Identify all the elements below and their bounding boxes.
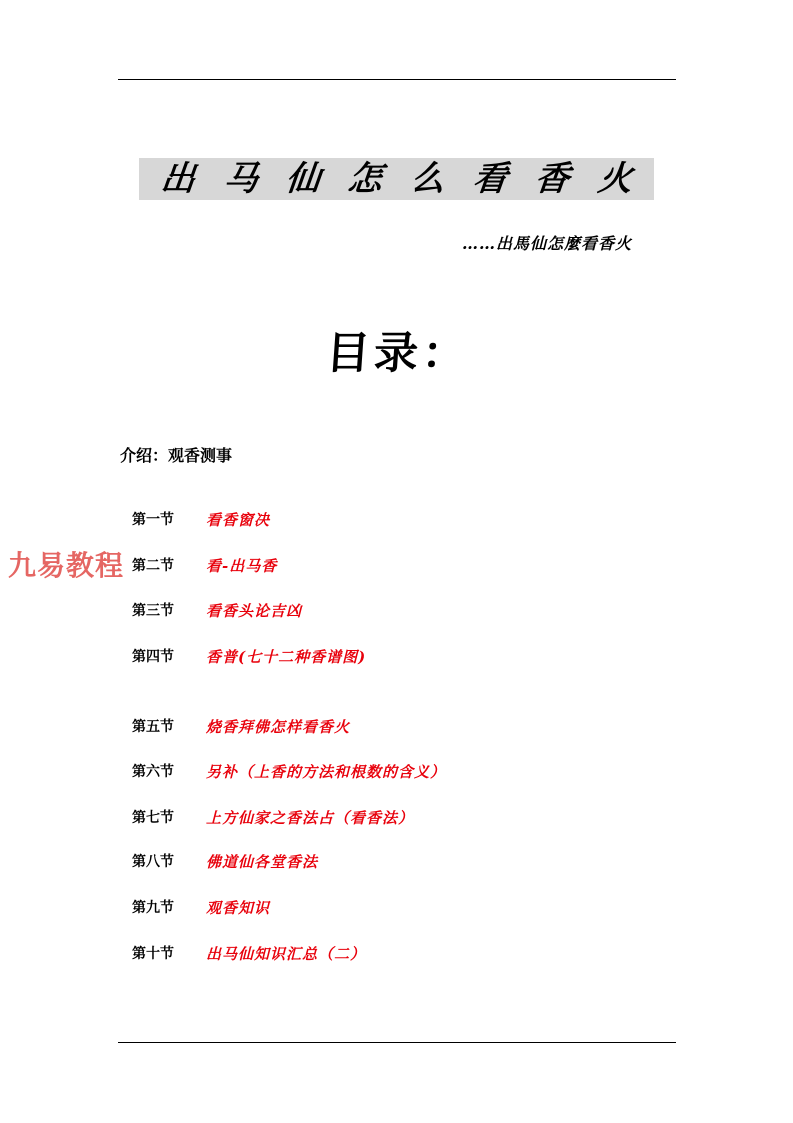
toc-entry[interactable] bbox=[132, 849, 672, 873]
toc-entry-title[interactable]: 佛道仙各堂香法 bbox=[206, 852, 319, 871]
title-char: 火 bbox=[595, 159, 634, 199]
title-char: 看 bbox=[470, 159, 510, 199]
title-char: 香 bbox=[533, 159, 572, 199]
toc-entry[interactable] bbox=[132, 714, 672, 738]
toc-entry[interactable] bbox=[132, 507, 672, 531]
subtitle: ……出馬仙怎麼看香火 bbox=[462, 234, 633, 253]
toc-entry[interactable] bbox=[132, 553, 672, 577]
toc-entry-label: 第一节 bbox=[132, 511, 174, 527]
toc-entry[interactable] bbox=[132, 644, 672, 668]
title-char: 怎 bbox=[346, 159, 385, 199]
toc-entry-label: 第十节 bbox=[132, 945, 174, 961]
toc-entry-label: 第五节 bbox=[132, 718, 174, 734]
watermark-text: 九易教程 bbox=[8, 549, 125, 582]
title-char: 么 bbox=[408, 159, 447, 199]
toc-entry-label: 第二节 bbox=[132, 557, 174, 573]
toc-entry[interactable] bbox=[132, 598, 672, 622]
toc-entry[interactable] bbox=[132, 759, 672, 783]
toc-entry-label: 第三节 bbox=[132, 602, 174, 618]
toc-heading: 目录： bbox=[324, 328, 472, 379]
toc-entry-title[interactable]: 香普(七十二种香谱图) bbox=[206, 647, 367, 666]
toc-entry[interactable] bbox=[132, 805, 672, 829]
title-char: 出 bbox=[159, 159, 198, 199]
toc-entry-label: 第七节 bbox=[132, 809, 174, 825]
toc-entry[interactable] bbox=[132, 895, 672, 919]
toc-entry-title[interactable]: 看香窗决 bbox=[206, 510, 271, 529]
title-char: 马 bbox=[221, 159, 260, 199]
toc-entry-title[interactable]: 看-出马香 bbox=[206, 556, 278, 575]
toc-entry-title[interactable]: 观香知识 bbox=[206, 898, 271, 917]
title-char: 仙 bbox=[283, 159, 323, 199]
bottom-rule bbox=[118, 1042, 676, 1043]
toc-entry-title[interactable]: 上方仙家之香法占（看香法） bbox=[206, 808, 415, 827]
toc-entry[interactable] bbox=[132, 941, 672, 965]
toc-entry-label: 第四节 bbox=[132, 648, 174, 664]
toc-entry-label: 第六节 bbox=[132, 763, 174, 779]
title-banner bbox=[139, 158, 654, 200]
toc-entry-label: 第九节 bbox=[132, 899, 174, 915]
toc-entry-title[interactable]: 另补（上香的方法和根数的含义） bbox=[206, 762, 447, 781]
toc-entry-title[interactable]: 烧香拜佛怎样看香火 bbox=[206, 717, 351, 736]
toc-entry-label: 第八节 bbox=[132, 853, 174, 869]
intro-line: 介绍：观香测事 bbox=[120, 448, 233, 465]
top-rule bbox=[118, 79, 676, 80]
toc-entry-title[interactable]: 出马仙知识汇总（二） bbox=[206, 944, 367, 963]
toc-entry-title[interactable]: 看香头论吉凶 bbox=[206, 601, 303, 620]
